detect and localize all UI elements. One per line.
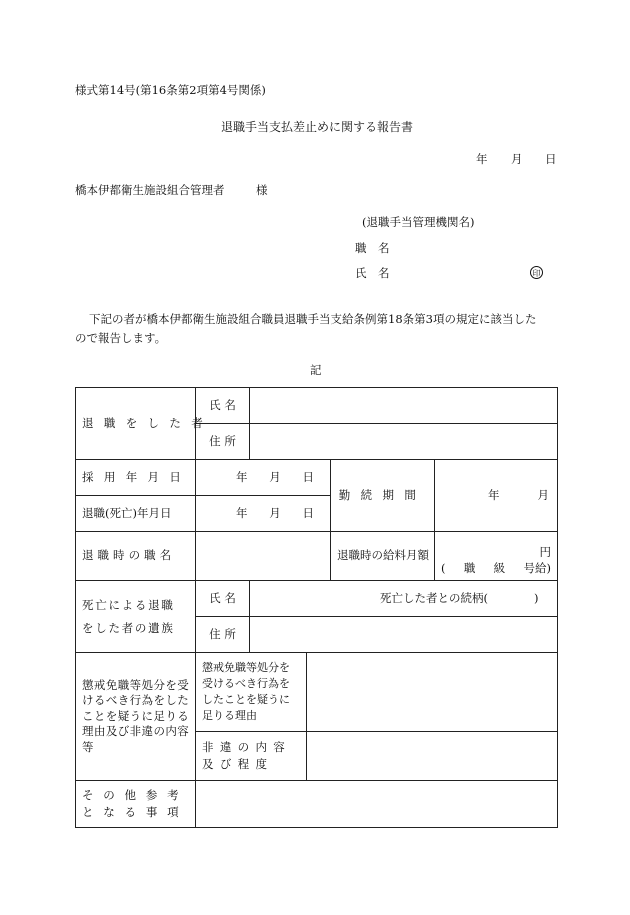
retire-date-field[interactable] (196, 496, 331, 532)
service-period-month: 月 (537, 487, 549, 502)
report-table (75, 387, 558, 828)
body-text-line-2: ので報告します。 (75, 331, 167, 345)
hire-date-label: 採用年月日 (76, 460, 196, 496)
bereaved-relation-label: 死亡した者との続柄( ) (380, 590, 539, 605)
salary-label: 退職時の給料月額 (331, 532, 435, 581)
date-month: 月 (511, 152, 523, 166)
misconduct-field[interactable] (307, 732, 558, 781)
ki-label: 記 (310, 363, 322, 377)
salary-grade-row (441, 561, 551, 577)
retiree-address-field[interactable] (250, 424, 558, 460)
form-number: 様式第14号(第16条第2項第4号関係) (75, 83, 266, 97)
retiree-label: 退職をした者 (76, 388, 196, 460)
salary-field[interactable] (435, 532, 558, 581)
retiree-name-label: 氏 名 (196, 388, 250, 424)
addressee: 橋本伊都衛生施設組合管理者 (75, 183, 225, 197)
seal-icon: 印 (530, 266, 543, 279)
document-title: 退職手当支払差止めに関する報告書 (221, 120, 414, 134)
salary-step: 号給) (523, 561, 551, 575)
bereaved-address-label: 住 所 (196, 617, 250, 653)
retire-date-day: 日 (302, 505, 314, 520)
bereaved-name-field[interactable] (250, 581, 558, 617)
retire-date-label: 退職(死亡)年月日 (76, 496, 196, 532)
salary-open-paren: ( (441, 561, 446, 575)
hire-date-day: 日 (302, 469, 314, 484)
other-label-line-2: となる事項 (82, 805, 189, 819)
disciplinary-reason-field[interactable] (307, 653, 558, 732)
addressee-honorific: 様 (256, 183, 268, 197)
misconduct-label (196, 732, 307, 781)
reporter-org-label: (退職手当管理機関名) (362, 215, 475, 229)
date-year: 年 (476, 152, 488, 166)
hire-date-year: 年 (236, 469, 248, 484)
disciplinary-reason-label: 懲戒免職等処分を受けるべき行為をしたことを疑うに足りる理由 (196, 653, 307, 732)
bereaved-label-line-1: 死亡による退職 (82, 597, 175, 612)
reporter-position-label: 職 名 (355, 241, 390, 255)
service-period-field[interactable] (435, 460, 558, 532)
service-period-year: 年 (488, 487, 500, 502)
reporter-name-label: 氏 名 (355, 266, 390, 280)
retiree-address-label: 住 所 (196, 424, 250, 460)
retire-date-year: 年 (236, 505, 248, 520)
salary-grade: 職 (463, 561, 476, 575)
salary-grade-suffix: 級 (493, 561, 506, 575)
position-at-retirement-label: 退職時の職名 (76, 532, 196, 581)
other-label-line-1: その他参考 (82, 787, 189, 802)
other-field[interactable] (196, 781, 558, 828)
disciplinary-label: 懲戒免職等処分を受けるべき行為をしたことを疑うに足りる理由及び非違の内容等 (76, 653, 196, 781)
salary-yen: 円 (539, 545, 551, 560)
body-text-line-1: 下記の者が橋本伊都衛生施設組合職員退職手当支給条例第18条第3項の規定に該当した (89, 312, 537, 326)
seal-mark (530, 265, 543, 279)
misconduct-label-line-1: 非違の内容 (202, 739, 292, 754)
bereaved-label (76, 581, 196, 653)
hire-date-field[interactable] (196, 460, 331, 496)
retiree-name-field[interactable] (250, 388, 558, 424)
retire-date-month: 月 (269, 505, 281, 520)
hire-date-month: 月 (269, 469, 281, 484)
service-period-label: 勤続期間 (331, 460, 435, 532)
date-day: 日 (545, 152, 557, 166)
bereaved-address-field[interactable] (250, 617, 558, 653)
position-at-retirement-field[interactable] (196, 532, 331, 581)
bereaved-label-line-2: をした者の遺族 (82, 620, 175, 635)
misconduct-label-line-2: 及び程度 (202, 757, 274, 771)
other-label (76, 781, 196, 828)
bereaved-name-label: 氏 名 (196, 581, 250, 617)
